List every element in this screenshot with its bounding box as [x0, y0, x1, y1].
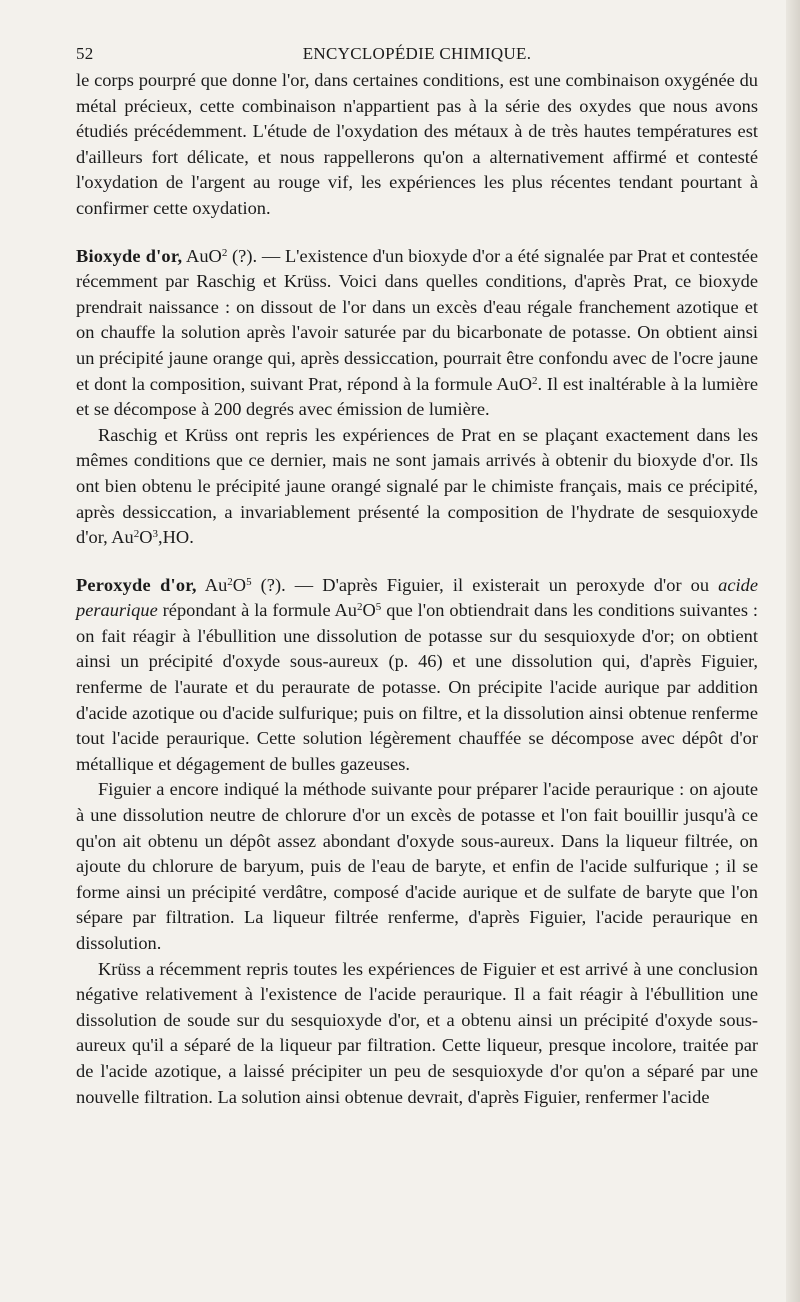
section-title-peroxyde: Peroxyde d'or, [76, 574, 197, 595]
paragraph-intro: le corps pourpré que donne l'or, dans certaines conditions, est une combinaison oxygénée du métal précieux, cette combinaison n'appartient pas à la série des oxydes que nous avons étudiés précédemment. L'étude de l'oxydation des métaux à de très hautes températures est d'ailleurs fort délicate, et nous rappellerons qu'on a alternativement affirmé et contesté l'oxydation de l'argent au rouge vif, les expériences les plus récentes tendant pourtant à confirmer cette oxydation. [76, 70, 758, 218]
page-header [76, 44, 758, 66]
paragraph-kruss: Krüss a récemment repris toutes les expériences de Figuier et est arrivé à une conclusion négative relativement à l'existence de l'acide peraurique. Il a fait réagir à l'ébullition une dissolution de soude sur du sesquioxyde d'or, et a obtenu ainsi un précipité d'oxyde sous-aureux qu'il a séparé de la liqueur par filtration. Cette liqueur, presque incolore, traitée par de l'acide azotique, a laissé précipiter un peu de sesquioxyde d'or qu'on a séparé par une nouvelle filtration. La solution ainsi obtenue devrait, d'après Figuier, renfermer l'acide [76, 958, 758, 1107]
paragraph-peroxyde: Peroxyde d'or, $Au^2O^5$ (?). — D'après Figuier, il existerait un peroxyde d'or ou acide peraurique répondant à la formule $Au^2O^5$ que l'on obtiendrait dans les conditions suivantes : on fait réagir à l'ébullition une dissolution de potasse sur du sesquioxyde d'or; on obtient ainsi un précipité d'oxyde sous-aureux (p. 46) et une dissolution qui, d'après Figuier, renferme de l'aurate et du peraurate de potasse. On précipite l'acide aurique par addition d'acide azotique ou d'acide sulfurique; puis on filtre, et la dissolution ainsi obtenue renferme tout l'acide peraurique. Cette solution légèrement chauffée se décompose avec dépôt d'or métallique et dégagement de bulles gazeuses. [76, 574, 759, 774]
paragraph-raschig: Raschig et Krüss ont repris les expériences de Prat en se plaçant exactement dans les mêmes conditions que ce dernier, mais ne sont jamais arrivés à obtenir du bioxyde d'or. Ils ont bien obtenu le précipité jaune orangé signalé par le chimiste français, mais ce précipité, après dessiccation, a invariablement présenté la composition de l'hydrate de sesquioxyde d'or, $Au^2O^3,HO$. [76, 424, 758, 548]
running-title: ENCYCLOPÉDIE CHIMIQUE. [302, 44, 532, 63]
page-number: 52 [76, 44, 94, 63]
italic-term: acide peraurique [76, 574, 758, 621]
body-text [76, 68, 758, 1110]
paragraph-bioxyde: Bioxyde d'or, AuO$^2$ (?). — L'existence d'un bioxyde d'or a été signalée par Prat et contestée récemment par Raschig et Krüss. Voici dans quelles conditions, d'après Prat, ce bioxyde prendrait naissance : on dissout de l'or dans un excès d'eau régale franchement azotique et on chauffe la solution après l'avoir saturée par du bicarbonate de potasse. On obtient ainsi un précipité jaune orange qui, après dessiccation, pourrait être confondu avec de l'ocre jaune et dont la composition, suivant Prat, répond à la formule AuO$^2$. Il est inaltérable à la lumière et se décompose à 200 degrés avec émission de lumière. [76, 245, 759, 420]
page-edge-shadow [786, 0, 800, 1302]
paragraph-figuier-method: Figuier a encore indiqué la méthode suivante pour préparer l'acide peraurique : on ajoute à une dissolution neutre de chlorure d'or un excès de potasse et l'on fait bouillir jusqu'à ce qu'on ait obtenu un dépôt assez abondant d'oxyde sous-aureux. Dans la liqueur filtrée, on ajoute du chlorure de baryum, puis de l'eau de baryte, et enfin de l'acide sulfurique ; il se forme ainsi un précipité verdâtre, composé d'acide aurique et de sulfate de baryte que l'on sépare par filtration. La liqueur filtrée renferme, d'après Figuier, l'acide peraurique en dissolution. [76, 779, 758, 953]
section-title-bioxyde: Bioxyde d'or, [76, 245, 183, 266]
